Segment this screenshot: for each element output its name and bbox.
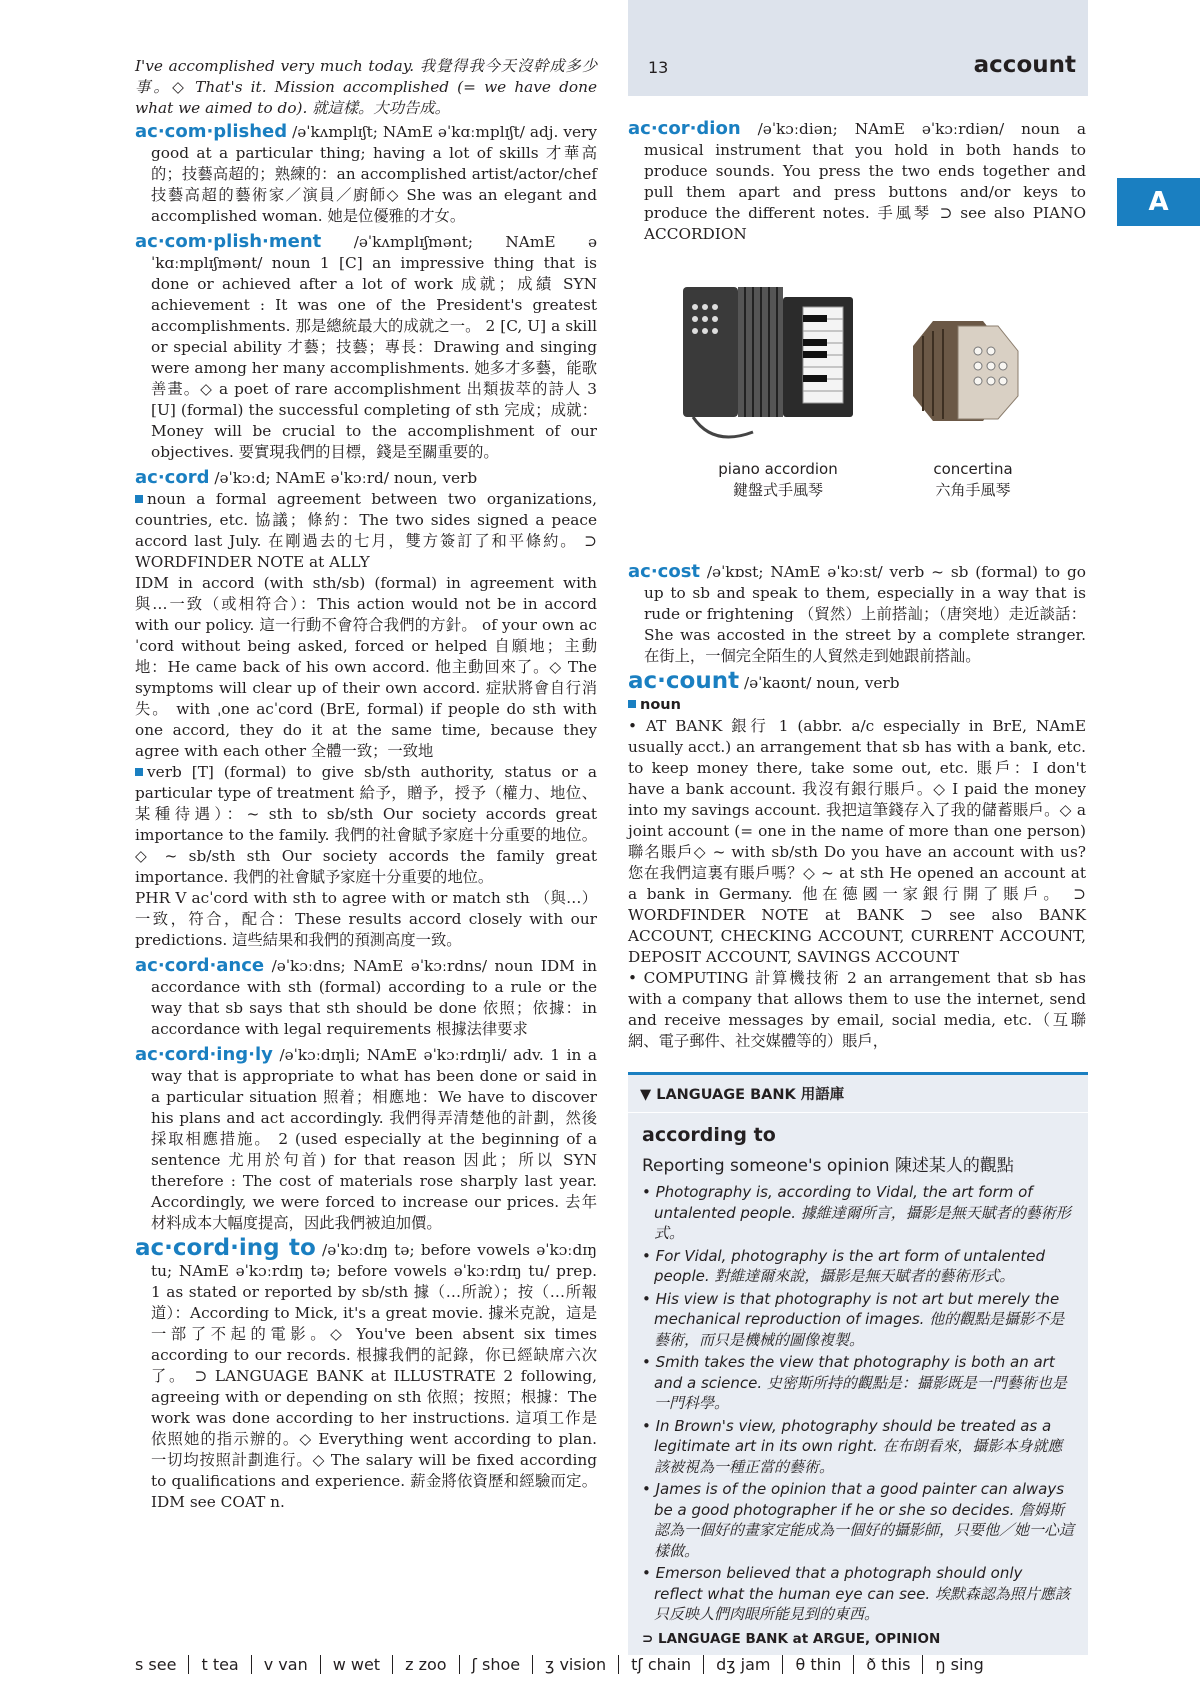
left-column [135, 56, 597, 1513]
guide-word: account [973, 52, 1076, 78]
phonetic-key-footer [135, 1655, 1095, 1674]
list-item: • Smith takes the view that photography is both an art and a science. 史密斯所持的觀點是：攝影既是一門藝術也是一門科學。 [642, 1353, 1067, 1412]
phonetic-key-item: s see [135, 1655, 177, 1674]
headword: ac·cost [628, 561, 701, 582]
accord-noun-sense: noun a formal agreement between two organizations, countries, etc. 協議；條約：The two sides signed a peace accord last July. 在剛過去的七月，雙方簽訂了和平條約。 ⊃ WORDFINDER NOTE at ALLY [135, 490, 597, 571]
language-bank-intro: Reporting someone's opinion 陳述某人的觀點 [642, 1155, 1014, 1176]
entry-body: /əˈkʌmplɪʃmənt; NAmE əˈkɑːmplɪʃmənt/ noun 1 [C] an impressive thing that is done or achieved after a lot of work 成就；成績 SYN achievement : It was one of the President's greatest accomplishments. 那是總統最大的成就之一。 2 [C, U] a skill or special ability 才藝；技藝；專長：Drawing and singing were among her many accomplishments. 她多才多藝，能歌善畫。◇ a poet of rare accomplishment 出類拔萃的詩人 3 [U] (formal) the successful completing of sth 完成；成就：Money will be crucial to the accomplishment of our objectives. 要實現我們的目標，錢是至關重要的。 [151, 233, 597, 461]
language-bank-title: according to [642, 1124, 776, 1146]
entry-body: /əˈkɔːdiən; NAmE əˈkɔːrdiən/ noun a musical instrument that you hold in both hands to produce sounds. You press the two ends together and pull them apart and press buttons and/or keys to produce the different notes. 手風琴 ⊃ see also PIANO ACCORDION [644, 120, 1086, 243]
entry-body: /əˈkɔːd; NAmE əˈkɔːrd/ noun, verb [209, 469, 478, 487]
page-header-band [628, 0, 1088, 96]
list-item: • In Brown's view, photography should be treated as a legitimate art in its own right. 在布朗看來，攝影本身就應該被視為一種正當的藝術。 [642, 1416, 1063, 1476]
accord-verb-sense: verb [T] (formal) to give sb/sth authority, status or a particular type of treatment 給予，贈予，授予（權力、地位、某種待遇）：~ sth to sb/sth Our society accords great importance to the family. 我們的社會賦予家庭十分重要的地位。◇ ~ sb/sth sth Our society accords the family great importance. 我們的社會賦予家庭十分重要的地位。 [135, 763, 597, 886]
bullet-square [135, 495, 143, 503]
entry-body: /əˈkɔːdns; NAmE əˈkɔːrdns/ noun IDM in accordance with sth (formal) according to a rule or the way that sb says that sth should be done 依照；依據：in accordance with legal requirements 根據法律要求 [151, 957, 597, 1038]
language-bank-box [628, 1072, 1088, 1655]
phonetic-key-item: ð this [853, 1655, 922, 1674]
entry-body: /əˈkɔːdɪŋli; NAmE əˈkɔːrdɪŋli/ adv. 1 in a way that is appropriate to what has been done or said in a particular situation 照着；相應地：We have to discover his plans and act accordingly. 我們得弄清楚他的計劃，然後採取相應措施。 2 (used especially at the beginning of a sentence 尤用於句首) for that reason 因此；所以 SYN therefore : The cost of materials rose sharply last year. Accordingly, we were forced to increase our prices. 去年材料成本大幅度提高，因此我們被迫加價。 [151, 1046, 597, 1232]
entry-accordingly [135, 1044, 597, 1234]
entry-body: /əˈkɔːdɪŋ tə; before vowels əˈkɔːdɪŋ tu; NAmE əˈkɔːrdɪŋ tə; before vowels əˈkɔːrdɪŋ tu/ prep. 1 as stated or reported by sb/sth 據（…所說）；按（…所報道）：According to Mick, it's a great movie. 據米克說，這是一部了不起的電影。◇ You've been absent six times according to our records. 根據我們的記錄，你已經缺席六次了。 ⊃ LANGUAGE BANK at ILLUSTRATE 2 following, agreeing with or depending on sth 依照；按照；根據：The work was done according to her instructions. 這項工作是依照她的指示辦的。◇ Everything went according to plan. 一切均按照計劃進行。◇ The salary will be fixed according to qualifications and experience. 薪金將依資歷和經驗而定。 IDM see COAT n. [151, 1241, 597, 1511]
phonetic-key-item: ʃ shoe [459, 1655, 533, 1674]
accordion-illustration [628, 251, 1086, 551]
entry-accomplished [135, 121, 597, 227]
headword: ac·com·plished [135, 121, 288, 142]
language-bank-crossref: ⊃ LANGUAGE BANK at ARGUE, OPINION [642, 1630, 941, 1647]
account-sense-bank: • AT BANK 銀行 1 (abbr. a/c especially in BrE, NAmE usually acct.) an arrangement that sb has with a bank, etc. to keep money there, take some out, etc. 賬戶：I don't have a bank account. 我沒有銀行賬戶。◇ I paid the money into my savings account. 我把這筆錢存入了我的儲蓄賬戶。◇ a joint account (= one in the name of more than one person) 聯名賬戶◇ ~ with sb/sth Do you have an account with us? 您在我們這裏有賬戶嗎？◇ ~ at sth He opened an account at a bank in Germany. 他在德國一家銀行開了賬戶。 ⊃ WORDFINDER NOTE at BANK ⊃ see also BANK ACCOUNT, CHECKING ACCOUNT, CURRENT ACCOUNT, DEPOSIT ACCOUNT, SAVINGS ACCOUNT [628, 717, 1086, 966]
headword: ac·cord [135, 467, 210, 488]
caption-concertina: concertina 六角手風琴 [933, 460, 1013, 499]
phonetic-key-item: z zoo [392, 1655, 458, 1674]
list-item: • Photography is, according to Vidal, the art form of untalented people. 據維達爾所言，攝影是無天賦者的藝術形式。 [642, 1183, 1071, 1242]
entry-accost [628, 561, 1086, 667]
language-bank-body [628, 1113, 1088, 1657]
account-noun-label: noun [628, 694, 1086, 716]
phonetic-key-item: dʒ jam [703, 1655, 782, 1674]
bullet-square [628, 700, 636, 708]
language-bank-header[interactable]: ▼ LANGUAGE BANK 用語庫 [628, 1075, 1088, 1113]
accord-phrasal-verb: PHR V acˈcord with sth to agree with or match sth （與…）一致，符合，配合：These results accord closely with our predictions. 這些結果和我們的預測高度一致。 [135, 889, 597, 949]
list-item: • For Vidal, photography is the art form of untalented people. 對維達爾來說，攝影是無天賦者的藝術形式。 [642, 1246, 1046, 1285]
headword: ac·count [628, 668, 740, 694]
entry-accordance [135, 955, 597, 1040]
list-item: • His view is that photography is not art but merely the mechanical reproduction of images. 他的觀點是攝影不是藝術，而只是機械的圖像複製。 [642, 1289, 1065, 1349]
headword: ac·cord·ance [135, 955, 265, 976]
phonetic-key-item: w wet [320, 1655, 392, 1674]
account-sense-computing: • COMPUTING 計算機技術 2 an arrangement that sb has with a company that allows them to use the internet, send and receive messages by email, social media, etc.（互聯網、電子郵件、社交媒體等的）賬戶， [628, 969, 1086, 1050]
bullet-square [135, 768, 143, 776]
accord-idioms: IDM in accord (with sth/sb) (formal) in agreement with 與…一致（或相符合）：This action would not be in accord with our policy. 這一行動不會符合我們的方針。 of your own acˈcord without being asked, forced or helped 自願地；主動地：He came back of his own accord. 他主動回來了。◇ The symptoms will clear up of their own accord. 症狀將會自行消失。 with ˌone acˈcord (BrE, formal) if people do sth with one accord, they do it at the same time, because they agree with each other 全體一致；一致地 [135, 574, 597, 760]
phonetic-key-item: t tea [188, 1655, 250, 1674]
headword: ac·cord·ing to [135, 1235, 316, 1261]
phonetic-key-item: ʒ vision [532, 1655, 618, 1674]
concertina-image [903, 301, 1043, 441]
headword: ac·cor·dion [628, 118, 741, 139]
headword: ac·cord·ing·ly [135, 1044, 273, 1065]
entry-accord [135, 467, 597, 489]
phonetic-key-item: tʃ chain [618, 1655, 703, 1674]
entry-accomplishment [135, 231, 597, 463]
list-item: • James is of the opinion that a good painter can always be a good photographer if he or she so decides. 詹姆斯認為一個好的畫家定能成為一個好的攝影師，只要他／她一心這樣做。 [642, 1480, 1075, 1560]
piano-accordion-image [673, 257, 873, 457]
phonetic-key-item: θ thin [782, 1655, 853, 1674]
phonetic-key-item: v van [251, 1655, 320, 1674]
letter-thumb-tab[interactable]: A [1117, 178, 1200, 226]
entry-according-to [135, 1235, 597, 1513]
list-item: • Emerson believed that a photograph should only reflect what the human eye can see. 埃默森認為照片應該只反映人們肉眼所能見到的東西。 [642, 1564, 1070, 1623]
entry-body: /əˈkaʊnt/ noun, verb [739, 674, 900, 692]
caption-piano-accordion: piano accordion 鍵盤式手風琴 [718, 460, 838, 499]
phonetic-key-item: ŋ sing [922, 1655, 995, 1674]
headword: ac·com·plish·ment [135, 231, 322, 252]
continued-entry: I've accomplished very much today. 我覺得我今天沒幹成多少事。◇ That's it. Mission accomplished (= we have done what we aimed to do). 就這樣。大功告成。 [135, 57, 597, 117]
entry-body: /əˈkɒst; NAmE əˈkɔːst/ verb ~ sb (formal) to go up to sb and speak to them, especially in a way that is rude or frightening （貿然）上前搭訕；（唐突地）走近談話：She was accosted in the street by a complete stranger. 在街上，一個完全陌生的人貿然走到她跟前搭訕。 [644, 563, 1086, 665]
entry-account [628, 668, 1086, 694]
right-column [628, 118, 1086, 1052]
entry-body: /əˈkʌmplɪʃt; NAmE əˈkɑːmplɪʃt/ adj. very good at a particular thing; having a lot of skills 才華高的；技藝高超的；熟練的：an accomplished artist/actor/chef 技藝高超的藝術家／演員／廚師◇ She was an elegant and accomplished woman. 她是位優雅的才女。 [151, 123, 597, 225]
entry-accordion [628, 118, 1086, 245]
page-number: 13 [648, 58, 669, 77]
